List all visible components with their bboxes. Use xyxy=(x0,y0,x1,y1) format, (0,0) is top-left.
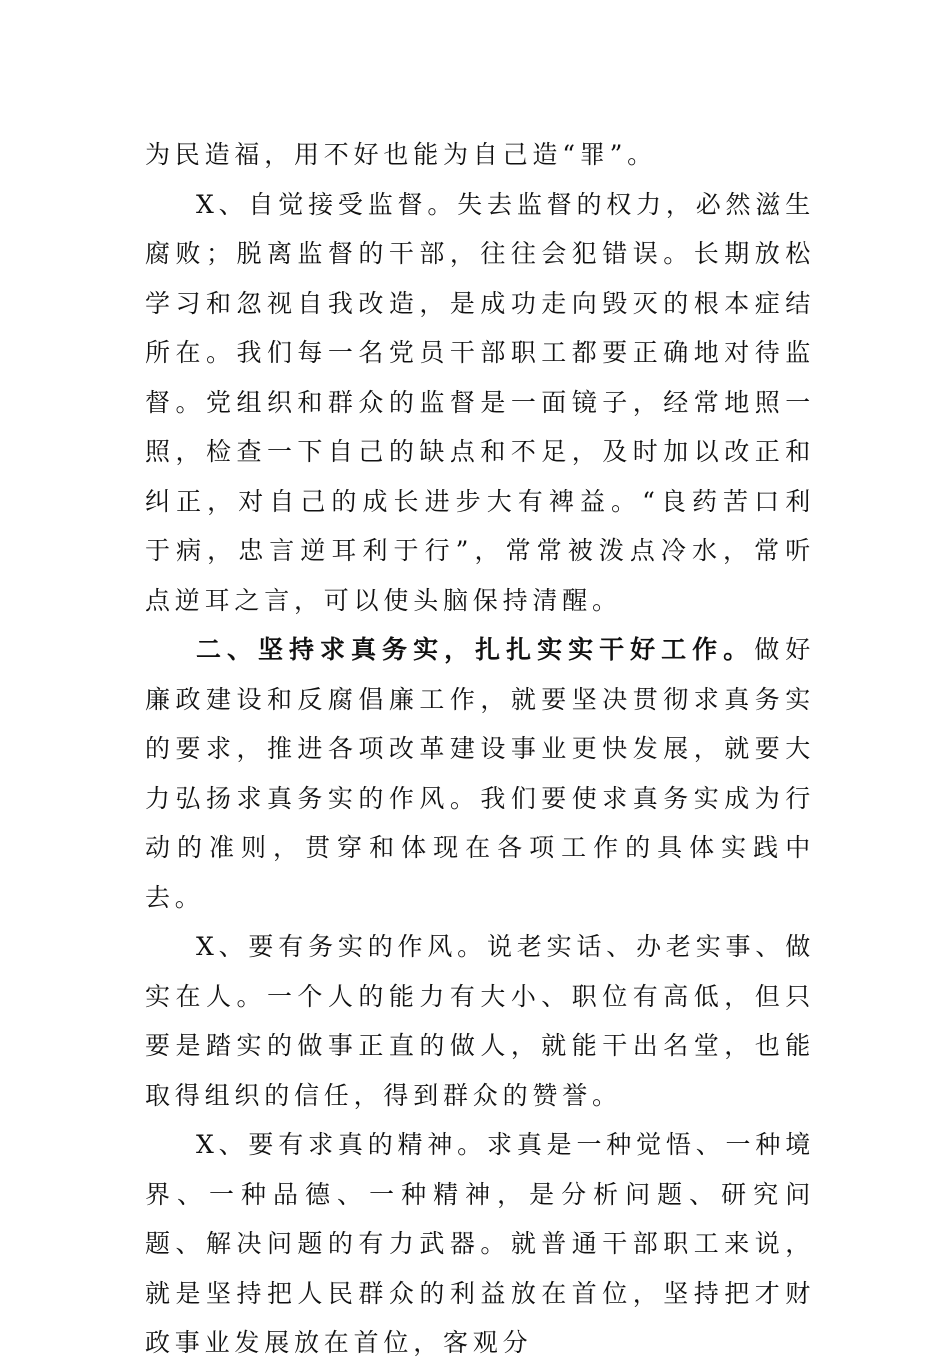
paragraph-text: 做好廉政建设和反腐倡廉工作，就要坚决贯彻求真务实的要求，推进各项改革建设事业更快发展，就要大力弘扬求真务实的作风。我们要使求真务实成为行动的准则，贯穿和体现在各项工作的具体实践中去。 xyxy=(145,635,815,912)
paragraph-text: X、要有求真的精神。求真是一种觉悟、一种境界、一种品德、一种精神，是分析问题、研究问题、解决问题的有力武器。就普通干部职工来说，就是坚持把人民群众的利益放在首位，坚持把才财政事业发展放在首位，客观分 xyxy=(145,1130,815,1357)
paragraph-practical-style xyxy=(145,922,815,1120)
paragraph-truth-seeking xyxy=(145,1120,815,1368)
paragraph-continued xyxy=(145,130,815,180)
paragraph-supervision xyxy=(145,180,815,626)
paragraph-section-two xyxy=(145,625,815,922)
paragraph-text: X、要有务实的作风。说老实话、办老实事、做实在人。一个人的能力有大小、职位有高低，但只要是踏实的做事正直的做人，就能干出名堂，也能取得组织的信任，得到群众的赞誉。 xyxy=(145,932,815,1110)
paragraph-text: 为民造福，用不好也能为自己造“罪”。 xyxy=(145,140,657,169)
document-page xyxy=(145,130,815,1368)
paragraph-text: X、自觉接受监督。失去监督的权力，必然滋生腐败；脱离监督的干部，往往会犯错误。长期放松学习和忽视自我改造，是成功走向毁灭的根本症结所在。我们每一名党员干部职工都要正确地对待监督。党组织和群众的监督是一面镜子，经常地照一照，检查一下自己的缺点和不足，及时加以改正和纠正，对自己的成长进步大有裨益。“良药苦口利于病，忠言逆耳利于行”，常常被泼点冷水，常听点逆耳之言，可以使头脑保持清醒。 xyxy=(145,189,815,615)
section-heading: 二、坚持求真务实，扎扎实实干好工作。 xyxy=(196,635,755,664)
